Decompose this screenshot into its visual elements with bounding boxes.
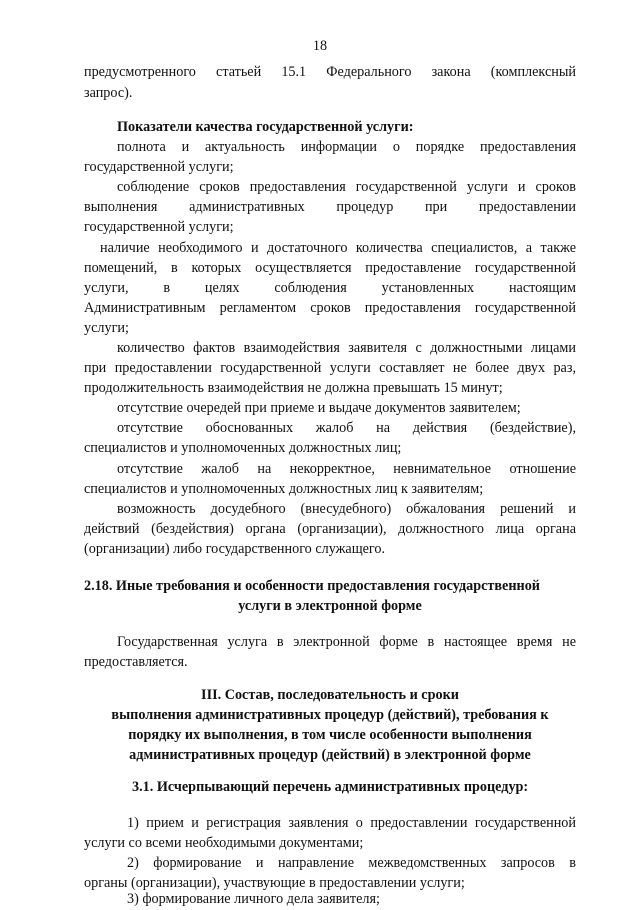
- section-heading: услуги в электронной форме: [238, 598, 422, 614]
- paragraph-line: соблюдение сроков предоставления государственной услуги и сроков: [117, 179, 576, 195]
- paragraph-line: выполнения административных процедур при предоставлении: [84, 199, 576, 215]
- paragraph-line: количество фактов взаимодействия заявителя с должностными лицами: [117, 340, 576, 356]
- paragraph-line: помещений, в которых осуществляется предоставление государственной: [84, 260, 576, 276]
- paragraph-line: наличие необходимого и достаточного количества специалистов, а также: [100, 240, 576, 256]
- paragraph-line: Административным регламентом сроков предоставления государственной: [84, 300, 576, 316]
- list-item: 3) формирование личного дела заявителя;: [127, 891, 380, 907]
- paragraph-line: отсутствие обоснованных жалоб на действия (бездействие),: [117, 420, 576, 436]
- paragraph-line: предусмотренного статьей 15.1 Федерального закона (комплексный: [84, 64, 576, 80]
- chapter-heading: выполнения административных процедур (действий), требования к: [111, 707, 549, 723]
- paragraph-line: (организации) либо государственного служащего.: [84, 541, 386, 557]
- list-item: 2) формирование и направление межведомственных запросов в: [127, 855, 576, 871]
- paragraph-line: действий (бездействия) органа (организации), должностного лица органа: [84, 521, 576, 537]
- section-heading: 3.1. Исчерпывающий перечень административных процедур:: [132, 779, 529, 795]
- page-number: 18: [312, 38, 328, 54]
- list-item: услуги со всеми необходимыми документами;: [84, 835, 364, 851]
- list-item: 1) прием и регистрация заявления о предоставлении государственной: [127, 815, 576, 831]
- paragraph-line: полнота и актуальность информации о порядке предоставления: [117, 139, 576, 155]
- paragraph-line: государственной услуги;: [84, 159, 234, 175]
- paragraph-line: специалистов и уполномоченных должностных лиц к заявителям;: [84, 481, 484, 497]
- chapter-heading: административных процедур (действий) в электронной форме: [129, 747, 531, 763]
- section-heading: 2.18. Иные требования и особенности предоставления государственной: [84, 578, 540, 594]
- paragraph-line: возможность досудебного (внесудебного) обжалования решений и: [117, 501, 576, 517]
- chapter-heading: III. Состав, последовательность и сроки: [201, 687, 459, 703]
- paragraph-line: запрос).: [84, 85, 133, 101]
- paragraph-line: продолжительность взаимодействия не должна превышать 15 минут;: [84, 380, 503, 396]
- paragraph-line: государственной услуги;: [84, 219, 234, 235]
- paragraph-line: услуги;: [84, 320, 129, 336]
- paragraph-line: при предоставлении государственной услуги составляет не более двух раз,: [84, 360, 576, 376]
- paragraph-line: Государственная услуга в электронной форме в настоящее время не: [117, 634, 576, 650]
- chapter-heading: порядку их выполнения, в том числе особенности выполнения: [128, 727, 532, 743]
- list-item: органы (организации), участвующие в предоставлении услуги;: [84, 875, 465, 891]
- paragraph-line: отсутствие жалоб на некорректное, невнимательное отношение: [117, 461, 576, 477]
- paragraph-line: отсутствие очередей при приеме и выдаче документов заявителем;: [117, 400, 521, 416]
- section-heading: Показатели качества государственной услуги:: [117, 119, 414, 135]
- paragraph-line: услуги, в целях соблюдения установленных настоящим: [84, 280, 576, 296]
- paragraph-line: специалистов и уполномоченных должностных лиц;: [84, 440, 402, 456]
- paragraph-line: предоставляется.: [84, 654, 188, 670]
